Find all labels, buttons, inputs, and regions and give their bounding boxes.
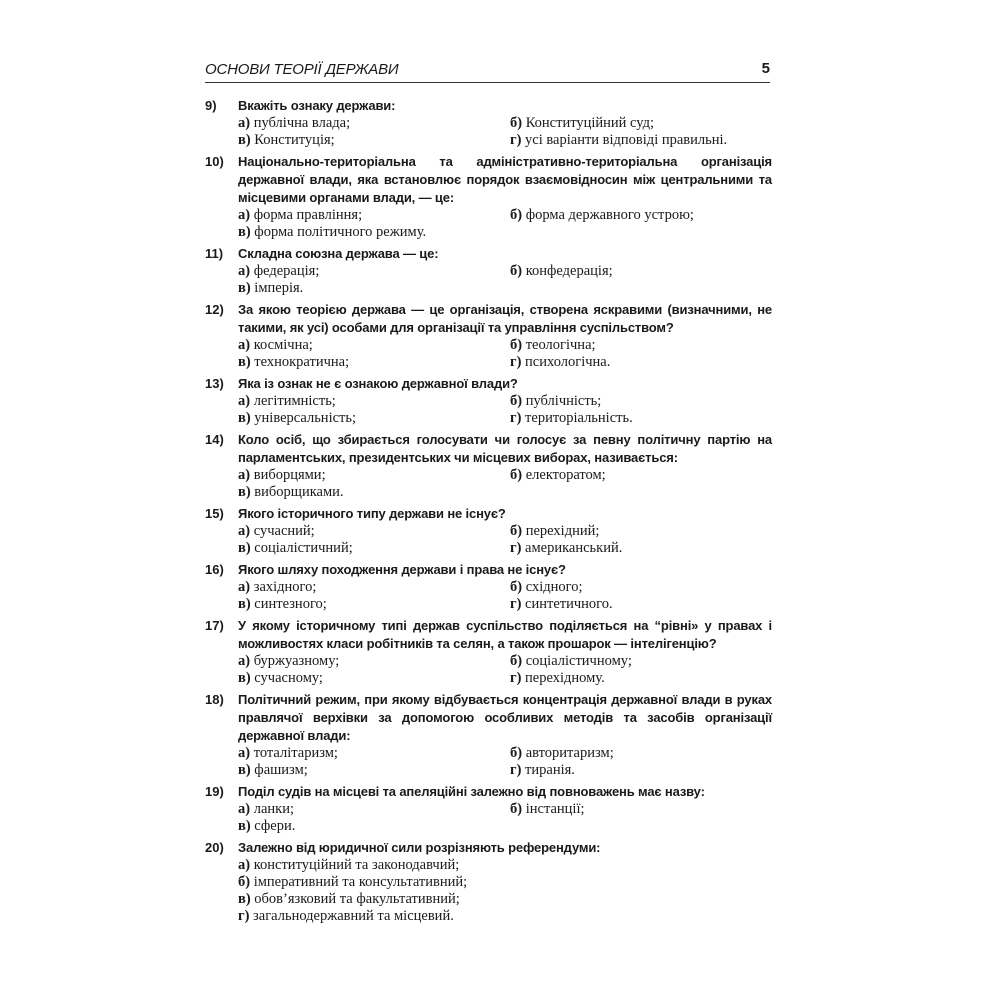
answer-options (205, 263, 772, 297)
option-letter: в) (238, 224, 251, 240)
question-item (205, 153, 772, 241)
answer-row (238, 224, 772, 241)
answer-row (238, 596, 772, 613)
question-stem (205, 245, 772, 263)
answer-row (238, 579, 772, 596)
option-text: електоратом; (525, 467, 606, 483)
option-text: усі варіанти відповіді правильні. (525, 132, 728, 148)
answer-option (238, 908, 454, 925)
running-header (205, 60, 770, 83)
question-text: Коло осіб, що збирається голосувати чи голосує за певну політичну партію на парламентських, президентських чи місцевих виборах, називається: (238, 432, 772, 465)
option-text: територіальність. (525, 410, 633, 426)
question-text: Яка із ознак не є ознакою державної влади? (238, 376, 518, 391)
answer-option (238, 523, 315, 540)
option-letter: б) (510, 393, 523, 409)
answer-option (510, 467, 606, 484)
question-item (205, 431, 772, 501)
answer-option (510, 263, 613, 280)
answer-row (238, 132, 772, 149)
question-stem (205, 301, 772, 337)
option-letter: а) (238, 337, 251, 353)
option-text: східного; (525, 579, 583, 595)
question-number: 16) (205, 562, 224, 577)
option-letter: в) (238, 818, 251, 834)
answer-option (238, 762, 308, 779)
answer-option (510, 762, 575, 779)
option-letter: в) (238, 354, 251, 370)
answer-row (238, 115, 772, 132)
answer-row (238, 263, 772, 280)
answer-option (510, 523, 599, 540)
question-number: 18) (205, 692, 224, 707)
question-item (205, 97, 772, 149)
question-number: 13) (205, 376, 224, 391)
option-text: авторитаризм; (525, 745, 614, 761)
question-number: 19) (205, 784, 224, 799)
option-letter: б) (510, 337, 523, 353)
option-letter: г) (510, 540, 522, 556)
option-text: виборцями; (253, 467, 326, 483)
question-item (205, 561, 772, 613)
option-letter: в) (238, 410, 251, 426)
question-stem (205, 431, 772, 467)
answer-option (238, 484, 344, 501)
option-text: американський. (525, 540, 623, 556)
answer-option (238, 857, 459, 874)
question-text: За якою теорією держава — це організація, створена яскравими (визначними, не такими, як усі) особами для організації та управління суспільством? (238, 302, 772, 335)
question-number: 15) (205, 506, 224, 521)
answer-option (510, 670, 605, 687)
question-stem (205, 505, 772, 523)
question-stem (205, 783, 772, 801)
answer-option (238, 801, 294, 818)
answer-option (238, 393, 336, 410)
option-text: буржуазному; (253, 653, 340, 669)
option-letter: в) (238, 280, 251, 296)
option-letter: г) (510, 354, 522, 370)
answer-option (510, 540, 622, 557)
answer-row (238, 891, 772, 908)
option-text: сфери. (254, 818, 296, 834)
option-letter: а) (238, 801, 251, 817)
answer-row (238, 762, 772, 779)
option-text: психологічна. (525, 354, 611, 370)
option-letter: б) (510, 801, 523, 817)
option-text: конфедерація; (525, 263, 613, 279)
option-letter: в) (238, 762, 251, 778)
answer-row (238, 484, 772, 501)
option-text: ланки; (253, 801, 294, 817)
option-letter: а) (238, 393, 251, 409)
answer-options (205, 579, 772, 613)
question-number: 12) (205, 302, 224, 317)
question-text: Залежно від юридичної сили розрізняють референдуми: (238, 840, 601, 855)
option-text: публічність; (525, 393, 602, 409)
option-letter: а) (238, 579, 251, 595)
question-number: 11) (205, 246, 224, 261)
answer-row (238, 874, 772, 891)
answer-options (205, 337, 772, 371)
answer-option (238, 224, 426, 241)
option-letter: б) (238, 874, 251, 890)
option-text: фашизм; (254, 762, 308, 778)
answer-option (238, 891, 460, 908)
question-text: У якому історичному типі держав суспільство поділяється на “рівні» у правах і можливостях класи робітників та селян, а також прошарок — інтелігенцію? (238, 618, 772, 651)
option-text: перехідний; (525, 523, 600, 539)
answer-option (510, 337, 596, 354)
question-text: Складна союзна держава — це: (238, 246, 439, 261)
option-text: обов’язковий та факультативний; (254, 891, 460, 907)
option-text: Конституція; (254, 132, 335, 148)
question-item (205, 839, 772, 925)
answer-option (510, 207, 694, 224)
option-letter: б) (510, 745, 523, 761)
question-item (205, 375, 772, 427)
option-text: виборщиками. (254, 484, 344, 500)
option-letter: а) (238, 653, 251, 669)
option-text: універсальність; (254, 410, 357, 426)
answer-row (238, 670, 772, 687)
question-text: Вкажіть ознаку держави: (238, 98, 396, 113)
option-letter: в) (238, 484, 251, 500)
answer-option (238, 540, 353, 557)
answer-option (510, 354, 610, 371)
option-letter: а) (238, 207, 251, 223)
question-number: 10) (205, 154, 224, 169)
option-text: перехідному. (525, 670, 605, 686)
answer-options (205, 393, 772, 427)
question-text: Національно-територіальна та адміністративно-територіальна організація державної влади, яка встановлює порядок взаємовідносин між центральними та місцевими органами влади, — це: (238, 154, 772, 205)
question-stem (205, 839, 772, 857)
answer-row (238, 908, 772, 925)
option-text: федерація; (253, 263, 320, 279)
option-letter: а) (238, 467, 251, 483)
option-letter: в) (238, 891, 251, 907)
option-letter: г) (510, 596, 522, 612)
answer-option (238, 263, 319, 280)
option-letter: в) (238, 132, 251, 148)
option-letter: г) (510, 762, 522, 778)
answer-options (205, 801, 772, 835)
option-text: синтетичного. (525, 596, 613, 612)
option-text: західного; (253, 579, 317, 595)
option-text: соціалістичному; (525, 653, 632, 669)
answer-row (238, 354, 772, 371)
option-letter: г) (510, 410, 522, 426)
answer-option (510, 579, 583, 596)
option-letter: а) (238, 745, 251, 761)
question-text: Поділ судів на місцеві та апеляційні залежно від повноважень має назву: (238, 784, 705, 799)
option-text: імперативний та консультативний; (253, 874, 468, 890)
answer-row (238, 207, 772, 224)
question-stem (205, 153, 772, 207)
option-text: загальнодержавний та місцевий. (253, 908, 454, 924)
option-text: синтезного; (254, 596, 327, 612)
header-title: ОСНОВИ ТЕОРІЇ ДЕРЖАВИ (205, 61, 399, 78)
answer-option (510, 745, 614, 762)
answer-option (510, 801, 585, 818)
question-item (205, 783, 772, 835)
option-text: конституційний та законодавчий; (253, 857, 460, 873)
answer-options (205, 467, 772, 501)
question-stem (205, 97, 772, 115)
option-letter: г) (510, 132, 522, 148)
question-number: 17) (205, 618, 224, 633)
answer-option (238, 670, 323, 687)
answer-option (238, 280, 303, 297)
answer-option (238, 874, 467, 891)
question-stem (205, 691, 772, 745)
answer-option (238, 653, 339, 670)
answer-row (238, 745, 772, 762)
option-text: форма політичного режиму. (254, 224, 427, 240)
question-number: 14) (205, 432, 224, 447)
question-list (205, 97, 772, 929)
option-letter: в) (238, 596, 251, 612)
option-letter: г) (238, 908, 250, 924)
answer-options (205, 857, 772, 925)
question-item (205, 301, 772, 371)
answer-option (510, 393, 601, 410)
question-text: Якого історичного типу держави не існує? (238, 506, 506, 521)
answer-option (238, 410, 356, 427)
question-text: Якого шляху походження держави і права не існує? (238, 562, 566, 577)
option-letter: б) (510, 653, 523, 669)
option-letter: б) (510, 467, 523, 483)
question-item (205, 617, 772, 687)
question-item (205, 245, 772, 297)
option-letter: б) (510, 579, 523, 595)
option-letter: в) (238, 670, 251, 686)
answer-options (205, 745, 772, 779)
answer-option (238, 596, 327, 613)
question-item (205, 505, 772, 557)
option-text: імперія. (254, 280, 304, 296)
answer-option (238, 579, 316, 596)
option-text: технократична; (254, 354, 350, 370)
answer-option (238, 354, 349, 371)
answer-options (205, 523, 772, 557)
option-text: Конституційний суд; (525, 115, 655, 131)
answer-option (238, 337, 313, 354)
option-text: тиранія. (525, 762, 575, 778)
answer-row (238, 540, 772, 557)
answer-option (510, 410, 633, 427)
question-stem (205, 375, 772, 393)
answer-option (510, 596, 613, 613)
question-text: Політичний режим, при якому відбувається концентрація державної влади в руках правлячої верхівки за допомогою особливих методів та засобів організації державної влади: (238, 692, 772, 743)
option-letter: г) (510, 670, 522, 686)
option-text: інстанції; (525, 801, 585, 817)
answer-row (238, 523, 772, 540)
option-text: теологічна; (525, 337, 596, 353)
answer-options (205, 653, 772, 687)
option-text: форма правління; (253, 207, 363, 223)
option-text: легітимність; (253, 393, 336, 409)
answer-option (238, 115, 350, 132)
answer-row (238, 280, 772, 297)
option-text: публічна влада; (253, 115, 351, 131)
option-letter: б) (510, 115, 523, 131)
answer-option (510, 115, 654, 132)
option-text: сучасному; (254, 670, 323, 686)
option-letter: б) (510, 263, 523, 279)
answer-option (238, 207, 362, 224)
answer-option (238, 467, 326, 484)
answer-row (238, 653, 772, 670)
option-letter: б) (510, 207, 523, 223)
question-stem (205, 617, 772, 653)
option-letter: б) (510, 523, 523, 539)
option-letter: а) (238, 857, 251, 873)
question-number: 20) (205, 840, 224, 855)
answer-option (238, 745, 338, 762)
option-text: соціалістичний; (254, 540, 353, 556)
answer-row (238, 818, 772, 835)
page-number: 5 (761, 60, 770, 77)
option-letter: а) (238, 263, 251, 279)
answer-option (510, 132, 727, 149)
option-letter: а) (238, 115, 251, 131)
question-number: 9) (205, 98, 217, 113)
answer-row (238, 393, 772, 410)
option-text: тоталітаризм; (253, 745, 338, 761)
option-letter: в) (238, 540, 251, 556)
option-text: форма державного устрою; (525, 207, 694, 223)
answer-option (238, 132, 335, 149)
option-text: космічна; (253, 337, 313, 353)
question-stem (205, 561, 772, 579)
answer-option (510, 653, 632, 670)
question-item (205, 691, 772, 779)
answer-row (238, 337, 772, 354)
answer-option (238, 818, 295, 835)
answer-options (205, 115, 772, 149)
option-letter: а) (238, 523, 251, 539)
answer-row (238, 801, 772, 818)
answer-row (238, 410, 772, 427)
answer-options (205, 207, 772, 241)
option-text: сучасний; (253, 523, 315, 539)
answer-row (238, 857, 772, 874)
answer-row (238, 467, 772, 484)
